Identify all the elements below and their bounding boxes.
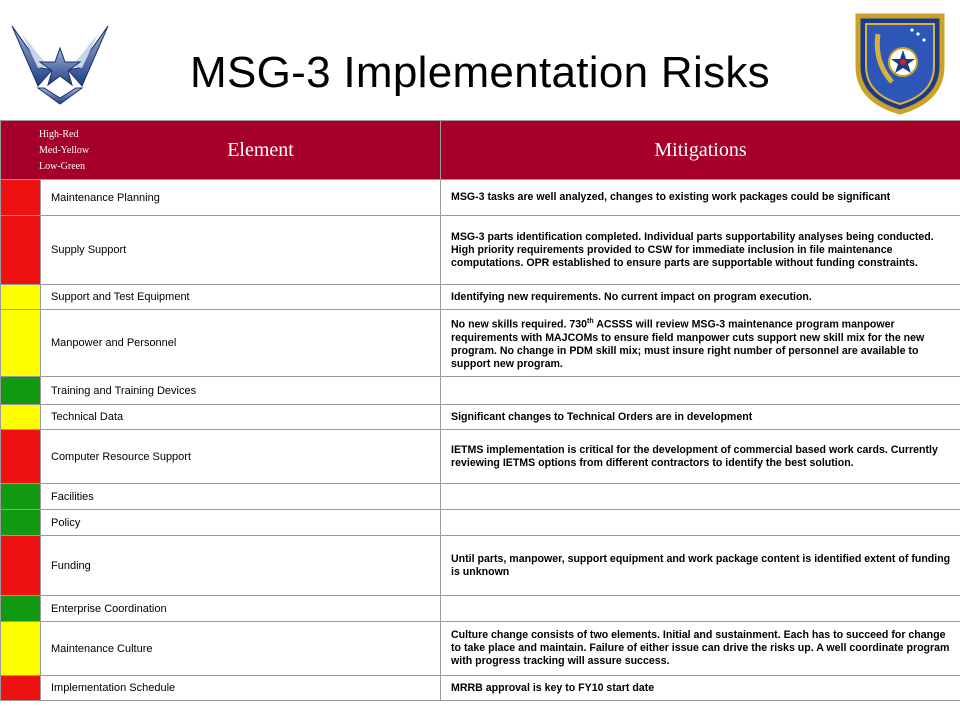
- risk-legend: [39, 127, 89, 175]
- legend-low: Low-Green: [39, 161, 86, 172]
- risk-status-green: [1, 377, 41, 405]
- element-header-label: Element: [227, 138, 294, 161]
- element-cell: Maintenance Planning: [41, 180, 441, 216]
- table-row: [1, 180, 960, 216]
- risk-status-red: [1, 536, 41, 596]
- element-cell: Technical Data: [41, 405, 441, 430]
- table-row: [1, 377, 960, 405]
- legend-med: Med-Yellow: [39, 145, 90, 156]
- mitigation-cell: [441, 484, 960, 510]
- risk-status-yellow: [1, 405, 41, 430]
- table-row: [1, 216, 960, 285]
- element-cell: Manpower and Personnel: [41, 310, 441, 377]
- table-row: [1, 536, 960, 596]
- mitigations-header-label: Mitigations: [654, 138, 747, 161]
- risk-status-yellow: [1, 285, 41, 310]
- table-header-row: [1, 121, 960, 180]
- element-cell: Support and Test Equipment: [41, 285, 441, 310]
- element-cell: Training and Training Devices: [41, 377, 441, 405]
- risk-table: [0, 120, 960, 701]
- mitigation-cell: Identifying new requirements. No current impact on program execution.: [441, 285, 960, 310]
- table-row: [1, 430, 960, 484]
- table-row: [1, 596, 960, 622]
- mitigation-cell: MSG-3 parts identification completed. Individual parts supportability analyses being conducted. High priority requirements provided to CSW for immediate inclusion in file maintenance computations. OPR established to ensure parts are supportable without funding constraints.: [441, 216, 960, 285]
- mitigation-cell: No new skills required. 730th ACSSS will review MSG-3 maintenance program manpower requirements with MAJCOMs to ensure field manpower cuts support new skill mix for the new program. No change in PDM skill mix; must insure right number of personnel are available to support new program.: [441, 310, 960, 377]
- risk-status-green: [1, 596, 41, 622]
- table-row: [1, 310, 960, 377]
- table-row: [1, 405, 960, 430]
- risk-status-red: [1, 430, 41, 484]
- table-row: [1, 285, 960, 310]
- mitigation-cell: [441, 377, 960, 405]
- element-cell: Computer Resource Support: [41, 430, 441, 484]
- risk-status-red: [1, 216, 41, 285]
- risk-status-green: [1, 510, 41, 536]
- table-row: [1, 622, 960, 676]
- mitigation-cell: IETMS implementation is critical for the development of commercial based work cards. Currently reviewing IETMS options from different contractors to identify the best solution.: [441, 430, 960, 484]
- element-column-header: [1, 121, 441, 180]
- mitigation-cell: [441, 510, 960, 536]
- risk-status-red: [1, 180, 41, 216]
- mitigation-cell: Until parts, manpower, support equipment and work package content is identified extent of funding is unknown: [441, 536, 960, 596]
- risk-status-yellow: [1, 310, 41, 377]
- element-cell: Funding: [41, 536, 441, 596]
- element-cell: Enterprise Coordination: [41, 596, 441, 622]
- table-row: [1, 676, 960, 701]
- mitigation-cell: MRRB approval is key to FY10 start date: [441, 676, 960, 701]
- element-cell: Policy: [41, 510, 441, 536]
- mitigations-column-header: [441, 121, 960, 180]
- page-title: MSG-3 Implementation Risks: [190, 48, 770, 97]
- risk-status-yellow: [1, 622, 41, 676]
- table-row: [1, 484, 960, 510]
- mitigation-cell: MSG-3 tasks are well analyzed, changes to existing work packages could be significant: [441, 180, 960, 216]
- element-cell: Supply Support: [41, 216, 441, 285]
- mitigation-cell: Significant changes to Technical Orders are in development: [441, 405, 960, 430]
- element-cell: Implementation Schedule: [41, 676, 441, 701]
- table-row: [1, 510, 960, 536]
- mitigation-cell: Culture change consists of two elements. Initial and sustainment. Each has to succeed for change to take place and maintain. Failure of either issue can drive the risks up. A well coordinate program with progress tracking will assure success.: [441, 622, 960, 676]
- element-cell: Maintenance Culture: [41, 622, 441, 676]
- risk-status-red: [1, 676, 41, 701]
- legend-high: High-Red: [39, 129, 79, 140]
- mitigation-cell: [441, 596, 960, 622]
- risk-status-green: [1, 484, 41, 510]
- element-cell: Facilities: [41, 484, 441, 510]
